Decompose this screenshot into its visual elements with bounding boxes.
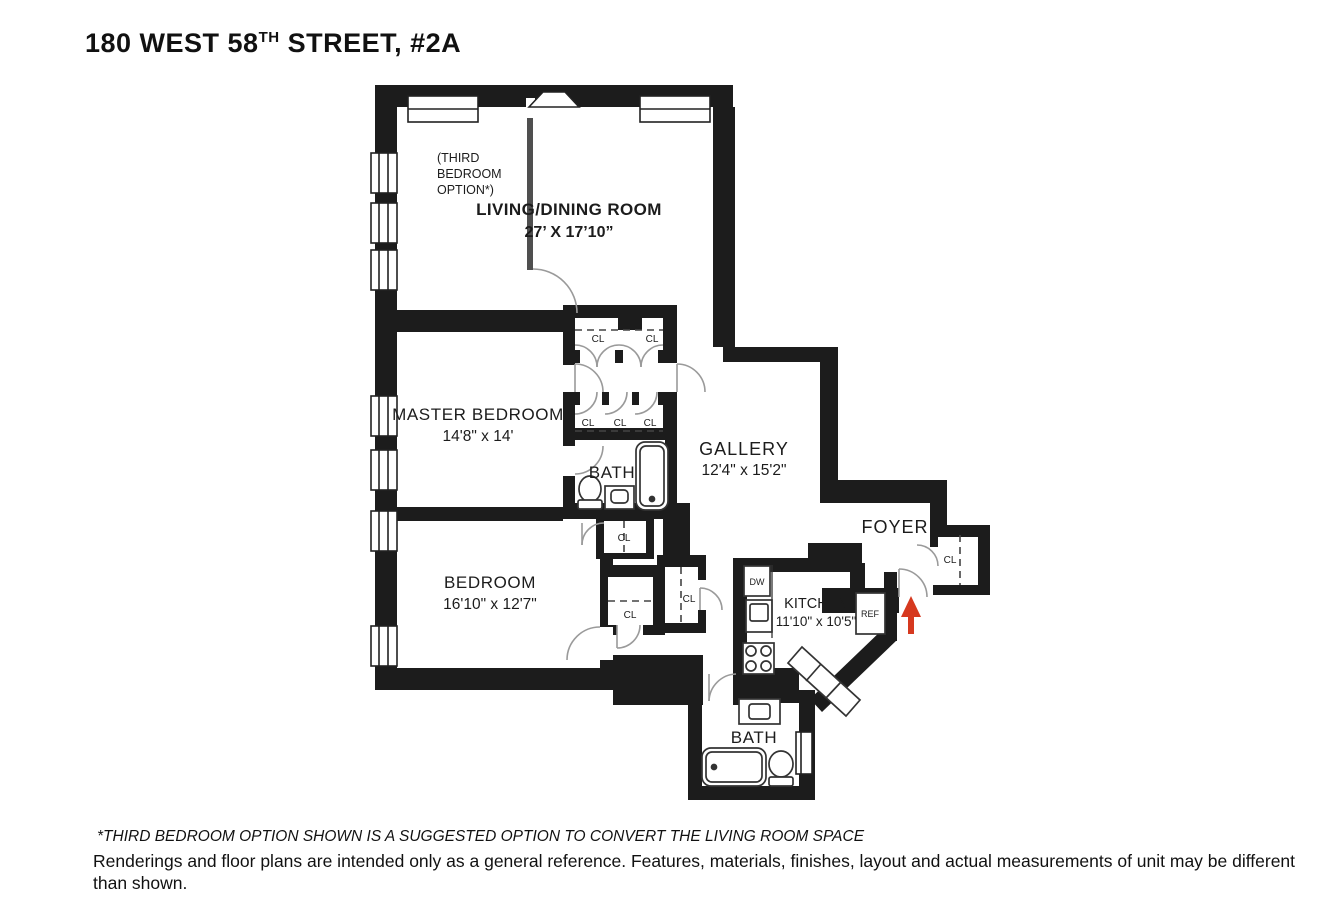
title-suffix: STREET, #2A bbox=[279, 28, 462, 59]
title-superscript: TH bbox=[258, 29, 280, 47]
wall-living-right bbox=[713, 107, 735, 347]
wall-gallery-top bbox=[723, 347, 835, 362]
master-door-opening bbox=[563, 365, 575, 392]
label-cl-1: CL bbox=[591, 334, 605, 345]
label-kitchen: KITCHEN bbox=[784, 596, 848, 612]
label-cl-7: CL bbox=[623, 610, 637, 621]
label-cl-5: CL bbox=[643, 418, 657, 429]
closet-posts bbox=[572, 350, 666, 405]
label-third-1: (THIRD bbox=[437, 151, 480, 165]
label-bedroom-dims: 16'10" x 12'7" bbox=[443, 596, 537, 613]
wall-foyer-top bbox=[820, 480, 947, 503]
label-living-dims: 27’ X 17’10” bbox=[524, 224, 614, 241]
wall-bedroom-bottom bbox=[375, 668, 613, 690]
label-foyer: FOYER bbox=[861, 517, 929, 537]
disclaimer-text: Renderings and floor plans are intended only as a general reference. Features, materials, finishes, layout and actual measurements of unit may be different than shown. bbox=[93, 851, 1296, 893]
wall-living-master bbox=[375, 310, 563, 332]
label-cl-4: CL bbox=[613, 418, 627, 429]
wall-master-bedroom bbox=[375, 507, 563, 521]
wall-bath-left-b bbox=[563, 476, 575, 507]
wall-closet-bottom bbox=[563, 428, 677, 440]
door-entrycl bbox=[917, 545, 938, 566]
bath2-window bbox=[796, 732, 812, 774]
wall-entrycl-bottom bbox=[933, 585, 990, 595]
door-bedroom bbox=[567, 627, 600, 660]
label-dw: DW bbox=[749, 577, 765, 587]
label-third-3: OPTION*) bbox=[437, 183, 494, 197]
label-ref: REF bbox=[861, 609, 879, 619]
wall-bath-left-a bbox=[563, 440, 575, 446]
label-bath-second: BATH bbox=[730, 728, 778, 747]
wall-gallery-right bbox=[820, 347, 838, 487]
wall-kitchen-foyer bbox=[850, 563, 865, 595]
gallery-door-opening bbox=[663, 363, 677, 392]
title-prefix: 180 WEST 58 bbox=[85, 28, 259, 59]
label-cl-2: CL bbox=[645, 334, 659, 345]
footnote-third-bedroom: *THIRD BEDROOM OPTION SHOWN IS A SUGGESTED OPTION TO CONVERT THE LIVING ROOM SPACE bbox=[97, 828, 865, 845]
door-entry bbox=[899, 569, 927, 597]
door-bath2 bbox=[709, 674, 736, 701]
label-kitchen-dims: 11'10" x 10'5" bbox=[775, 614, 857, 629]
label-third-2: BEDROOM bbox=[437, 167, 502, 181]
label-cl-6: CL bbox=[617, 533, 631, 544]
label-gallery-dims: 12'4" x 15'2" bbox=[701, 462, 787, 479]
label-bedroom: BEDROOM bbox=[443, 573, 537, 592]
wall-bedroom-right-low bbox=[600, 660, 613, 690]
label-bath-master: BATH bbox=[588, 463, 636, 482]
door-master bbox=[575, 364, 603, 392]
label-living: LIVING/DINING ROOM bbox=[476, 200, 662, 219]
wall-bath2-left bbox=[688, 668, 702, 800]
wall-entrycl-right bbox=[978, 525, 990, 595]
label-cl-3: CL bbox=[581, 418, 595, 429]
wall-closet-top bbox=[563, 305, 677, 318]
entry-arrow-icon bbox=[901, 596, 921, 634]
door-gallery-hall bbox=[677, 364, 705, 392]
wall-closet-notch bbox=[618, 318, 642, 330]
label-master-dims: 14'8" x 14' bbox=[442, 428, 514, 445]
wall-entrycl-jamb bbox=[930, 533, 938, 547]
wall-bath2-bottom bbox=[688, 786, 815, 800]
label-gallery: GALLERY bbox=[699, 439, 789, 459]
label-cl-9: CL bbox=[943, 555, 957, 566]
bedroom-door-opening bbox=[600, 627, 613, 660]
label-cl-8: CL bbox=[682, 594, 696, 605]
label-master: MASTER BEDROOM bbox=[392, 405, 564, 424]
toilet-bath2 bbox=[769, 751, 793, 777]
